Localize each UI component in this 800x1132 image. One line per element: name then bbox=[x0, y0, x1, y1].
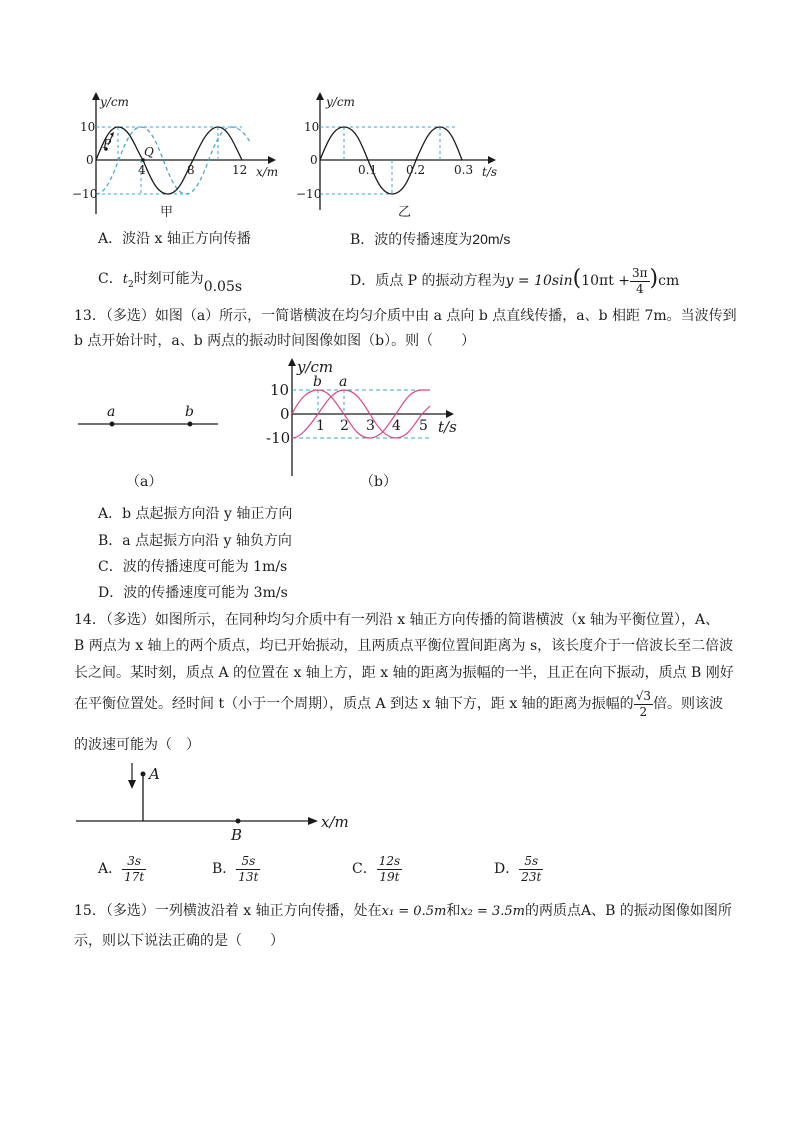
q12-option-c-label: C． bbox=[98, 271, 123, 287]
fig-13a-label-a: a bbox=[107, 404, 116, 420]
fig-13b-label-a: a bbox=[339, 374, 348, 390]
fig-yi-tick-02: 0.2 bbox=[406, 163, 426, 177]
q15-stem-line1-b: 的两质点A、B 的振动图像如图所 bbox=[525, 903, 732, 919]
q14-stem-line1: 14．（多选）如图所示，在同种均匀介质中有一列沿 x 轴正方向传播的简谐横波（x 轴为平衡位置），A、 bbox=[74, 612, 720, 628]
q14-option-a-den: 17t bbox=[124, 869, 145, 884]
fig-jia-caption: 甲 bbox=[160, 205, 174, 220]
fig-14-xlabel: x/m bbox=[321, 813, 349, 831]
fig-jia-tick-12: 12 bbox=[232, 163, 248, 177]
q15-x1: x₁ = 0.5m bbox=[381, 904, 447, 919]
q14-option-c-den: 19t bbox=[379, 869, 400, 884]
q12-option-c-mid: 时刻可能为 bbox=[133, 271, 204, 287]
fig-13b-xlabel: t/s bbox=[438, 418, 457, 436]
fig-yi-ylabel: y/cm bbox=[326, 95, 355, 109]
q14-option-c-num: 12s bbox=[378, 853, 401, 868]
q14-option-d-den: 23t bbox=[521, 869, 542, 884]
q12-option-c-value: 0.05s bbox=[203, 279, 243, 295]
q14-stem-line4-text: 在平衡位置处。经时间 t（小于一个周期），质点 A 到达 x 轴下方，距 x 轴的距离为振幅的 bbox=[74, 696, 634, 712]
q12-option-d-rparen: ) bbox=[649, 266, 659, 291]
fig-jia-tick-4: 4 bbox=[138, 163, 146, 177]
q13-option-c: C．波的传播速度可能为 1m/s bbox=[98, 559, 288, 575]
q12-option-d-unit: cm bbox=[658, 273, 680, 289]
q12-option-d-eq-pre: y = 10sin bbox=[505, 273, 573, 289]
q14-option-b bbox=[212, 852, 260, 886]
q14-stem-line5: 的波速可能为（ ） bbox=[74, 737, 200, 753]
fig-13b-tick-5: 5 bbox=[419, 418, 428, 434]
q14-stem-frac-den: 2 bbox=[639, 704, 648, 719]
q14-option-d-label: D． bbox=[494, 861, 520, 877]
q14-option-b-num: 5s bbox=[236, 854, 260, 870]
q12-option-d-lparen: ( bbox=[572, 266, 582, 291]
fig-13b-origin: 0 bbox=[280, 405, 290, 423]
fig-13a-label-b: b bbox=[185, 404, 194, 420]
fig-yi-xlabel: t/s bbox=[482, 165, 498, 179]
q14-option-b-label: B． bbox=[212, 861, 237, 877]
q15-mid: 和 bbox=[446, 903, 461, 919]
q14-option-c bbox=[352, 852, 402, 886]
q15-stem-line1 bbox=[74, 902, 732, 921]
q13-option-d: D．波的传播速度可能为 3m/s bbox=[98, 585, 288, 601]
fig-13b-tick-1: 1 bbox=[316, 418, 325, 434]
q14-stem-frac-num: √3 bbox=[635, 688, 651, 703]
fig-jia-origin: 0 bbox=[86, 153, 94, 167]
q14-option-a-num: 3s bbox=[122, 854, 146, 870]
fig-13b-label-b: b bbox=[313, 374, 322, 390]
q15-stem-line1-a: 15．（多选）一列横波沿着 x 轴正方向传播，处在 bbox=[74, 903, 382, 919]
q15-x2: x₂ = 3.5m bbox=[460, 904, 526, 919]
q13-stem-line2: b 点开始计时，a、b 两点的振动时间图像如图（b）。则（ ） bbox=[74, 333, 476, 349]
q14-option-a-label: A． bbox=[98, 861, 123, 877]
fig-jia-q: Q bbox=[144, 145, 154, 159]
q14-stem-line4-end: 倍。则该波 bbox=[652, 696, 723, 712]
q14-stem-line2: B 两点为 x 轴上的两个质点，均已开始振动，且两质点平衡位置间距离为 s，该长度介于一倍波长至二倍波 bbox=[74, 638, 734, 654]
fig-jia-ypos: 10 bbox=[80, 120, 96, 134]
fig-yi-tick-03: 0.3 bbox=[454, 163, 474, 177]
q12-option-b-value: 20m/s bbox=[472, 231, 511, 247]
q14-option-a-frac bbox=[122, 854, 146, 885]
fig-yi-caption: 乙 bbox=[398, 205, 412, 220]
q13-option-a: A．b 点起振方向沿 y 轴正方向 bbox=[98, 506, 293, 522]
q12-option-d-text: D．质点 P 的振动方程为 bbox=[350, 273, 506, 289]
q12-option-a: A．波沿 x 轴正方向传播 bbox=[98, 231, 251, 247]
q14-option-c-label: C． bbox=[352, 861, 377, 877]
q14-stem-line3: 长之间。某时刻，质点 A 的位置在 x 轴上方，距 x 轴的距离为振幅的一半，且正在向下振动，质点 B 刚好 bbox=[74, 665, 734, 681]
q12-option-c-t: t bbox=[122, 272, 128, 287]
q15-stem-line2: 示，则以下说法正确的是（ ） bbox=[74, 933, 284, 949]
fig-13a-caption: （a） bbox=[126, 474, 163, 490]
q12-option-d-num: 3π bbox=[632, 265, 648, 280]
fig-yi-origin: 0 bbox=[310, 153, 318, 167]
fig-13b-tick-3: 3 bbox=[366, 418, 375, 434]
q14-option-b-den: 13t bbox=[238, 869, 259, 884]
fig-13b-yneg: -10 bbox=[266, 429, 291, 447]
fig-jia-p: P bbox=[103, 137, 112, 151]
fig-13b-tick-2: 2 bbox=[340, 418, 349, 434]
fig-13b-caption: （b） bbox=[360, 474, 397, 490]
fig-14-label-b: B bbox=[231, 826, 243, 844]
q14-option-a bbox=[98, 852, 146, 886]
fig-13b-ylabel: y/cm bbox=[297, 358, 334, 376]
fig-jia-xlabel: x/m bbox=[256, 165, 279, 179]
fig-13b-tick-4: 4 bbox=[392, 418, 401, 434]
fig-14-label-a: A bbox=[149, 765, 160, 783]
fig-13b-ypos: 10 bbox=[270, 381, 290, 399]
q14-option-d-num: 5s bbox=[519, 854, 543, 870]
q13-option-b: B．a 点起振方向沿 y 轴负方向 bbox=[98, 533, 292, 549]
q12-option-d-den: 4 bbox=[635, 281, 644, 296]
fig-yi-ypos: 10 bbox=[304, 120, 320, 134]
q12-option-d-eq-in: 10πt + bbox=[581, 273, 631, 289]
fig-jia-ylabel: y/cm bbox=[100, 95, 129, 109]
q14-option-b-frac bbox=[236, 854, 260, 885]
q14-option-d bbox=[494, 852, 543, 886]
fig-yi-tick-01: 0.1 bbox=[358, 163, 378, 177]
q14-option-c-frac bbox=[377, 854, 402, 885]
q12-option-c-sub: 2 bbox=[127, 279, 134, 290]
q14-option-d-frac bbox=[519, 854, 543, 885]
q13-stem-line1: 13．（多选）如图（a）所示，一简谐横波在均匀介质中由 a 点向 b 点直线传播，a、b 相距 7m。当波传到 bbox=[74, 308, 737, 324]
fig-jia-yneg: −10 bbox=[72, 187, 98, 201]
q12-option-b-text: B．波的传播速度为 bbox=[350, 232, 473, 248]
fig-yi-yneg: −10 bbox=[296, 187, 322, 201]
fig-jia-tick-8: 8 bbox=[187, 163, 195, 177]
